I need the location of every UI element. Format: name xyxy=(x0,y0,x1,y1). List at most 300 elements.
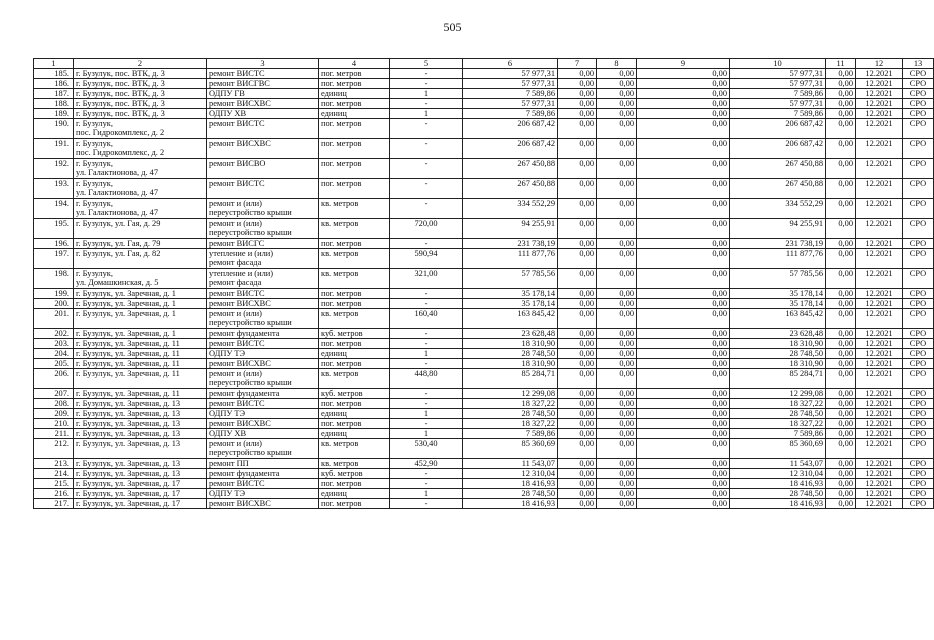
table-row xyxy=(34,389,934,399)
address-cell xyxy=(74,119,207,139)
row-number: 189. xyxy=(34,109,74,119)
extra-cell: 0,00 xyxy=(826,69,856,79)
address-cell xyxy=(74,329,207,339)
quantity-cell: 1 xyxy=(390,109,463,119)
owner-funds-cell: 231 738,19 xyxy=(730,239,826,249)
deadline-cell: 12.2021 xyxy=(856,249,903,269)
owner-funds-cell: 94 255,91 xyxy=(730,219,826,239)
row-number: 201. xyxy=(34,309,74,329)
extra-cell: 0,00 xyxy=(826,329,856,339)
extra-cell: 0,00 xyxy=(826,469,856,479)
work-type-cell-line: утепление и (или) xyxy=(209,269,274,278)
method-cell: СРО xyxy=(903,299,934,309)
budget-cell: 0,00 xyxy=(597,439,637,459)
owner-funds-cell: 163 845,42 xyxy=(730,309,826,329)
address-cell xyxy=(74,359,207,369)
table-body xyxy=(34,69,934,509)
budget-cell: 0,00 xyxy=(597,269,637,289)
extra-cell: 0,00 xyxy=(826,419,856,429)
cost-total-cell: 334 552,29 xyxy=(463,199,558,219)
address-cell-line: г. Бузулук, ул. Заречная, д. 13 xyxy=(76,469,181,478)
unit-cell: пог. метров xyxy=(319,159,390,179)
method-cell: СРО xyxy=(903,459,934,469)
deadline-cell: 12.2021 xyxy=(856,79,903,89)
table-row xyxy=(34,469,934,479)
address-cell xyxy=(74,469,207,479)
budget-cell: 0,00 xyxy=(597,239,637,249)
cost-total-cell: 18 310,90 xyxy=(463,359,558,369)
cost-total-cell: 206 687,42 xyxy=(463,119,558,139)
address-cell-line: г. Бузулук, ул. Заречная, д. 1 xyxy=(76,289,176,298)
row-number: 216. xyxy=(34,489,74,499)
work-type-cell xyxy=(207,89,319,99)
fund-cell: 0,00 xyxy=(558,309,597,329)
fund-cell: 0,00 xyxy=(558,419,597,429)
extra-cell: 0,00 xyxy=(826,299,856,309)
address-cell-line: г. Бузулук, xyxy=(76,139,113,148)
quantity-cell: - xyxy=(390,139,463,159)
other-cell: 0,00 xyxy=(637,389,730,399)
extra-cell: 0,00 xyxy=(826,139,856,159)
extra-cell: 0,00 xyxy=(826,289,856,299)
owner-funds-cell: 267 450,88 xyxy=(730,179,826,199)
work-type-cell xyxy=(207,489,319,499)
cost-total-cell: 206 687,42 xyxy=(463,139,558,159)
work-type-cell xyxy=(207,219,319,239)
table-row xyxy=(34,239,934,249)
owner-funds-cell: 23 628,48 xyxy=(730,329,826,339)
extra-cell: 0,00 xyxy=(826,359,856,369)
cost-total-cell: 163 845,42 xyxy=(463,309,558,329)
table-row xyxy=(34,359,934,369)
budget-cell: 0,00 xyxy=(597,99,637,109)
method-cell: СРО xyxy=(903,369,934,389)
work-type-cell xyxy=(207,439,319,459)
fund-cell: 0,00 xyxy=(558,269,597,289)
other-cell: 0,00 xyxy=(637,359,730,369)
quantity-cell: 452,90 xyxy=(390,459,463,469)
work-type-cell-line: переустройство крыши xyxy=(209,378,292,387)
address-cell xyxy=(74,339,207,349)
cost-total-cell: 18 310,90 xyxy=(463,339,558,349)
deadline-cell: 12.2021 xyxy=(856,159,903,179)
extra-cell: 0,00 xyxy=(826,179,856,199)
work-type-cell xyxy=(207,309,319,329)
address-cell xyxy=(74,89,207,99)
budget-cell: 0,00 xyxy=(597,299,637,309)
method-cell: СРО xyxy=(903,359,934,369)
deadline-cell: 12.2021 xyxy=(856,459,903,469)
extra-cell: 0,00 xyxy=(826,219,856,239)
column-header-13: 13 xyxy=(903,59,934,69)
owner-funds-cell: 18 310,90 xyxy=(730,359,826,369)
table-row xyxy=(34,339,934,349)
address-cell-line: г. Бузулук, ул. Заречная, д. 13 xyxy=(76,419,181,428)
other-cell: 0,00 xyxy=(637,299,730,309)
cost-total-cell: 11 543,07 xyxy=(463,459,558,469)
owner-funds-cell: 18 327,22 xyxy=(730,399,826,409)
work-type-cell xyxy=(207,109,319,119)
capital-repair-table xyxy=(33,58,934,509)
work-type-cell xyxy=(207,349,319,359)
quantity-cell: - xyxy=(390,399,463,409)
work-type-cell xyxy=(207,69,319,79)
work-type-cell-line: ремонт и (или) xyxy=(209,309,262,318)
deadline-cell: 12.2021 xyxy=(856,359,903,369)
quantity-cell: - xyxy=(390,99,463,109)
method-cell: СРО xyxy=(903,399,934,409)
address-cell xyxy=(74,459,207,469)
owner-funds-cell: 28 748,50 xyxy=(730,349,826,359)
extra-cell: 0,00 xyxy=(826,399,856,409)
method-cell: СРО xyxy=(903,79,934,89)
work-type-cell-line: ремонт ВИСГВС xyxy=(209,79,270,88)
owner-funds-cell: 57 785,56 xyxy=(730,269,826,289)
address-cell-line: пос. Гидрокомплекс, д. 2 xyxy=(76,128,165,137)
extra-cell: 0,00 xyxy=(826,309,856,329)
extra-cell: 0,00 xyxy=(826,439,856,459)
address-cell-line: г. Бузулук, xyxy=(76,159,113,168)
table-row xyxy=(34,109,934,119)
owner-funds-cell: 35 178,14 xyxy=(730,299,826,309)
row-number: 210. xyxy=(34,419,74,429)
owner-funds-cell: 57 977,31 xyxy=(730,79,826,89)
unit-cell: куб. метров xyxy=(319,389,390,399)
deadline-cell: 12.2021 xyxy=(856,419,903,429)
owner-funds-cell: 85 284,71 xyxy=(730,369,826,389)
other-cell: 0,00 xyxy=(637,89,730,99)
other-cell: 0,00 xyxy=(637,479,730,489)
quantity-cell: - xyxy=(390,79,463,89)
table-row xyxy=(34,489,934,499)
extra-cell: 0,00 xyxy=(826,479,856,489)
work-type-cell xyxy=(207,399,319,409)
other-cell: 0,00 xyxy=(637,109,730,119)
address-cell xyxy=(74,249,207,269)
address-cell-line: г. Бузулук, ул. Заречная, д. 13 xyxy=(76,439,181,448)
row-number: 185. xyxy=(34,69,74,79)
fund-cell: 0,00 xyxy=(558,339,597,349)
deadline-cell: 12.2021 xyxy=(856,119,903,139)
work-type-cell-line: переустройство крыши xyxy=(209,228,292,237)
extra-cell: 0,00 xyxy=(826,99,856,109)
budget-cell: 0,00 xyxy=(597,499,637,509)
quantity-cell: 1 xyxy=(390,429,463,439)
quantity-cell: - xyxy=(390,329,463,339)
owner-funds-cell: 28 748,50 xyxy=(730,409,826,419)
fund-cell: 0,00 xyxy=(558,489,597,499)
other-cell: 0,00 xyxy=(637,159,730,179)
work-type-cell xyxy=(207,99,319,109)
work-type-cell-line: ремонт ВИСХВС xyxy=(209,359,271,368)
quantity-cell: - xyxy=(390,299,463,309)
unit-cell: пог. метров xyxy=(319,499,390,509)
work-type-cell xyxy=(207,269,319,289)
budget-cell: 0,00 xyxy=(597,389,637,399)
cost-total-cell: 267 450,88 xyxy=(463,159,558,179)
column-number-row xyxy=(34,59,934,69)
other-cell: 0,00 xyxy=(637,309,730,329)
unit-cell: пог. метров xyxy=(319,69,390,79)
method-cell: СРО xyxy=(903,159,934,179)
work-type-cell xyxy=(207,329,319,339)
deadline-cell: 12.2021 xyxy=(856,499,903,509)
unit-cell: пог. метров xyxy=(319,139,390,159)
address-cell-line: г. Бузулук, пос. ВТК, д. 3 xyxy=(76,99,165,108)
other-cell: 0,00 xyxy=(637,99,730,109)
fund-cell: 0,00 xyxy=(558,409,597,419)
address-cell-line: г. Бузулук, ул. Заречная, д. 1 xyxy=(76,299,176,308)
work-type-cell-line: ремонт ВИСХВС xyxy=(209,139,271,148)
unit-cell: кв. метров xyxy=(319,369,390,389)
address-cell xyxy=(74,289,207,299)
table-row xyxy=(34,429,934,439)
table-row xyxy=(34,79,934,89)
work-type-cell xyxy=(207,249,319,269)
budget-cell: 0,00 xyxy=(597,249,637,269)
address-cell-line: г. Бузулук, ул. Заречная, д. 17 xyxy=(76,499,181,508)
extra-cell: 0,00 xyxy=(826,389,856,399)
table-row xyxy=(34,99,934,109)
extra-cell: 0,00 xyxy=(826,109,856,119)
table-row xyxy=(34,199,934,219)
unit-cell: пог. метров xyxy=(319,339,390,349)
method-cell: СРО xyxy=(903,219,934,239)
row-number: 199. xyxy=(34,289,74,299)
table-row xyxy=(34,89,934,99)
address-cell-line: г. Бузулук, ул. Гая, д. 29 xyxy=(76,219,161,228)
budget-cell: 0,00 xyxy=(597,179,637,199)
row-number: 214. xyxy=(34,469,74,479)
deadline-cell: 12.2021 xyxy=(856,239,903,249)
owner-funds-cell: 206 687,42 xyxy=(730,139,826,159)
unit-cell: единиц xyxy=(319,409,390,419)
row-number: 186. xyxy=(34,79,74,89)
cost-total-cell: 94 255,91 xyxy=(463,219,558,239)
cost-total-cell: 111 877,76 xyxy=(463,249,558,269)
unit-cell: пог. метров xyxy=(319,419,390,429)
work-type-cell-line: переустройство крыши xyxy=(209,208,292,217)
work-type-cell-line: ремонт фундамента xyxy=(209,329,280,338)
other-cell: 0,00 xyxy=(637,499,730,509)
owner-funds-cell: 57 977,31 xyxy=(730,99,826,109)
column-header-3: 3 xyxy=(207,59,319,69)
address-cell xyxy=(74,429,207,439)
extra-cell: 0,00 xyxy=(826,249,856,269)
deadline-cell: 12.2021 xyxy=(856,339,903,349)
cost-total-cell: 23 628,48 xyxy=(463,329,558,339)
row-number: 202. xyxy=(34,329,74,339)
address-cell-line: г. Бузулук, пос. ВТК, д. 3 xyxy=(76,69,165,78)
other-cell: 0,00 xyxy=(637,339,730,349)
extra-cell: 0,00 xyxy=(826,89,856,99)
table-row xyxy=(34,179,934,199)
work-type-cell-line: ремонт ВИСТС xyxy=(209,119,265,128)
other-cell: 0,00 xyxy=(637,199,730,219)
work-type-cell xyxy=(207,499,319,509)
quantity-cell: 448,80 xyxy=(390,369,463,389)
address-cell xyxy=(74,299,207,309)
row-number: 195. xyxy=(34,219,74,239)
method-cell: СРО xyxy=(903,389,934,399)
deadline-cell: 12.2021 xyxy=(856,69,903,79)
method-cell: СРО xyxy=(903,429,934,439)
work-type-cell-line: ремонт ВИСТС xyxy=(209,179,265,188)
unit-cell: кв. метров xyxy=(319,269,390,289)
work-type-cell-line: ОДПУ ГВ xyxy=(209,89,245,98)
deadline-cell: 12.2021 xyxy=(856,139,903,159)
budget-cell: 0,00 xyxy=(597,109,637,119)
unit-cell: кв. метров xyxy=(319,309,390,329)
work-type-cell-line: ремонт ВИСХВС xyxy=(209,419,271,428)
work-type-cell xyxy=(207,409,319,419)
extra-cell: 0,00 xyxy=(826,349,856,359)
work-type-cell-line: ремонт фасада xyxy=(209,278,262,287)
fund-cell: 0,00 xyxy=(558,349,597,359)
method-cell: СРО xyxy=(903,309,934,329)
work-type-cell-line: ремонт ВИСХВС xyxy=(209,499,271,508)
cost-total-cell: 267 450,88 xyxy=(463,179,558,199)
work-type-cell-line: ремонт фундамента xyxy=(209,469,280,478)
deadline-cell: 12.2021 xyxy=(856,389,903,399)
fund-cell: 0,00 xyxy=(558,389,597,399)
unit-cell: куб. метров xyxy=(319,469,390,479)
other-cell: 0,00 xyxy=(637,369,730,389)
fund-cell: 0,00 xyxy=(558,89,597,99)
cost-total-cell: 28 748,50 xyxy=(463,409,558,419)
address-cell xyxy=(74,269,207,289)
work-type-cell-line: ремонт ПП xyxy=(209,459,249,468)
address-cell-line: г. Бузулук, ул. Заречная, д. 13 xyxy=(76,399,181,408)
work-type-cell xyxy=(207,429,319,439)
owner-funds-cell: 18 416,93 xyxy=(730,499,826,509)
address-cell-line: г. Бузулук, пос. ВТК, д. 3 xyxy=(76,79,165,88)
quantity-cell: - xyxy=(390,159,463,179)
cost-total-cell: 35 178,14 xyxy=(463,299,558,309)
other-cell: 0,00 xyxy=(637,399,730,409)
fund-cell: 0,00 xyxy=(558,79,597,89)
table-row xyxy=(34,399,934,409)
work-type-cell xyxy=(207,119,319,139)
method-cell: СРО xyxy=(903,469,934,479)
row-number: 209. xyxy=(34,409,74,419)
address-cell-line: г. Бузулук, ул. Заречная, д. 11 xyxy=(76,369,180,378)
other-cell: 0,00 xyxy=(637,289,730,299)
fund-cell: 0,00 xyxy=(558,479,597,489)
address-cell xyxy=(74,179,207,199)
row-number: 217. xyxy=(34,499,74,509)
row-number: 193. xyxy=(34,179,74,199)
budget-cell: 0,00 xyxy=(597,359,637,369)
method-cell: СРО xyxy=(903,249,934,269)
column-header-2: 2 xyxy=(74,59,207,69)
table-row xyxy=(34,459,934,469)
fund-cell: 0,00 xyxy=(558,289,597,299)
other-cell: 0,00 xyxy=(637,139,730,159)
quantity-cell: 160,40 xyxy=(390,309,463,329)
address-cell-line: г. Бузулук, ул. Заречная, д. 17 xyxy=(76,479,181,488)
column-header-11: 11 xyxy=(826,59,856,69)
cost-total-cell: 28 748,50 xyxy=(463,349,558,359)
work-type-cell xyxy=(207,459,319,469)
column-header-12: 12 xyxy=(856,59,903,69)
unit-cell: кв. метров xyxy=(319,199,390,219)
other-cell: 0,00 xyxy=(637,489,730,499)
unit-cell: пог. метров xyxy=(319,479,390,489)
fund-cell: 0,00 xyxy=(558,369,597,389)
budget-cell: 0,00 xyxy=(597,399,637,409)
work-type-cell-line: ремонт и (или) xyxy=(209,199,262,208)
deadline-cell: 12.2021 xyxy=(856,99,903,109)
work-type-cell-line: ремонт и (или) xyxy=(209,219,262,228)
method-cell: СРО xyxy=(903,349,934,359)
work-type-cell-line: переустройство крыши xyxy=(209,448,292,457)
fund-cell: 0,00 xyxy=(558,359,597,369)
address-cell-line: г. Бузулук, ул. Заречная, д. 11 xyxy=(76,389,180,398)
cost-total-cell: 18 416,93 xyxy=(463,499,558,509)
fund-cell: 0,00 xyxy=(558,99,597,109)
cost-total-cell: 7 589,86 xyxy=(463,89,558,99)
address-cell-line: г. Бузулук, ул. Заречная, д. 11 xyxy=(76,359,180,368)
deadline-cell: 12.2021 xyxy=(856,299,903,309)
owner-funds-cell: 35 178,14 xyxy=(730,289,826,299)
work-type-cell xyxy=(207,469,319,479)
cost-total-cell: 57 977,31 xyxy=(463,99,558,109)
method-cell: СРО xyxy=(903,329,934,339)
address-cell xyxy=(74,159,207,179)
table-row xyxy=(34,479,934,489)
table-row xyxy=(34,159,934,179)
budget-cell: 0,00 xyxy=(597,369,637,389)
method-cell: СРО xyxy=(903,99,934,109)
budget-cell: 0,00 xyxy=(597,79,637,89)
address-cell xyxy=(74,389,207,399)
other-cell: 0,00 xyxy=(637,439,730,459)
column-header-1: 1 xyxy=(34,59,74,69)
address-cell xyxy=(74,239,207,249)
other-cell: 0,00 xyxy=(637,409,730,419)
owner-funds-cell: 334 552,29 xyxy=(730,199,826,219)
deadline-cell: 12.2021 xyxy=(856,469,903,479)
deadline-cell: 12.2021 xyxy=(856,269,903,289)
owner-funds-cell: 18 327,22 xyxy=(730,419,826,429)
quantity-cell: 530,40 xyxy=(390,439,463,459)
work-type-cell xyxy=(207,359,319,369)
work-type-cell xyxy=(207,369,319,389)
owner-funds-cell: 206 687,42 xyxy=(730,119,826,139)
address-cell xyxy=(74,439,207,459)
method-cell: СРО xyxy=(903,479,934,489)
row-number: 198. xyxy=(34,269,74,289)
unit-cell: единиц xyxy=(319,109,390,119)
row-number: 197. xyxy=(34,249,74,269)
address-cell-line: г. Бузулук, xyxy=(76,119,113,128)
method-cell: СРО xyxy=(903,179,934,199)
deadline-cell: 12.2021 xyxy=(856,489,903,499)
unit-cell: единиц xyxy=(319,349,390,359)
budget-cell: 0,00 xyxy=(597,339,637,349)
quantity-cell: - xyxy=(390,469,463,479)
table-row xyxy=(34,119,934,139)
row-number: 200. xyxy=(34,299,74,309)
unit-cell: единиц xyxy=(319,89,390,99)
work-type-cell-line: ремонт ВИСТС xyxy=(209,69,265,78)
work-type-cell-line: ОДПУ ТЭ xyxy=(209,489,246,498)
work-type-cell xyxy=(207,479,319,489)
row-number: 207. xyxy=(34,389,74,399)
quantity-cell: 321,00 xyxy=(390,269,463,289)
method-cell: СРО xyxy=(903,89,934,99)
